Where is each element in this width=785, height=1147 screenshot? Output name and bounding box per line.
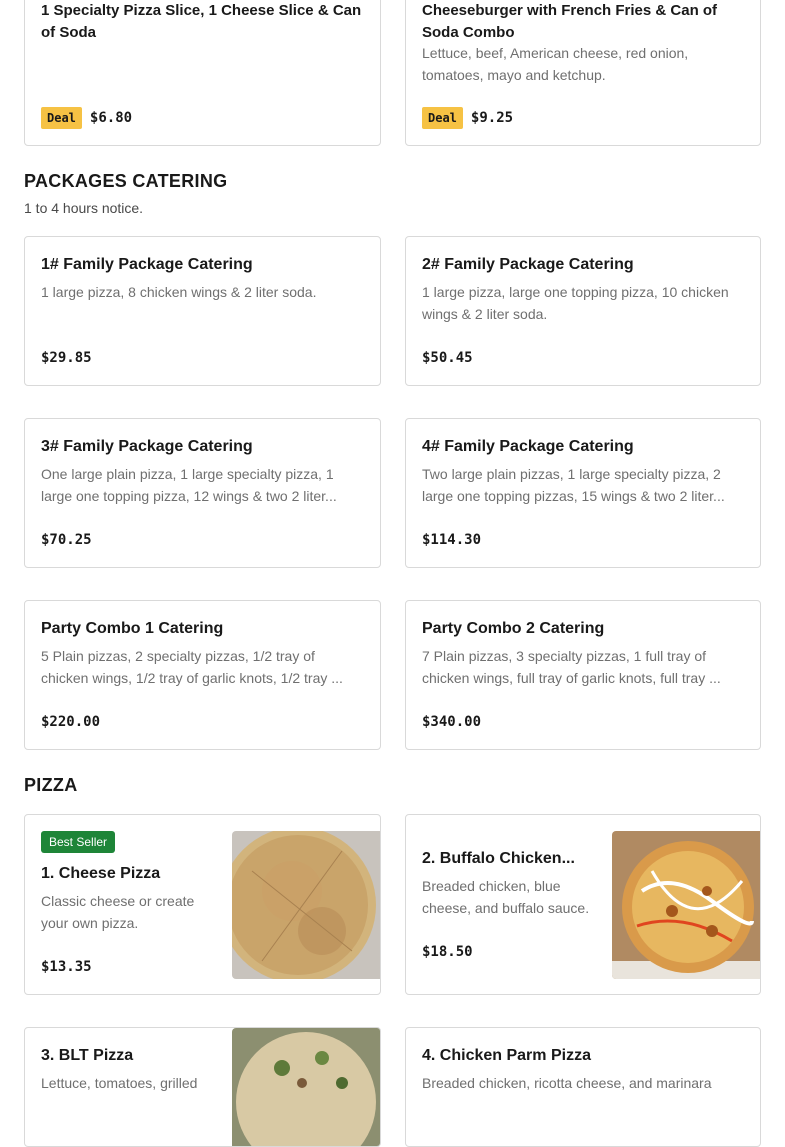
item-name: 1 Specialty Pizza Slice, 1 Cheese Slice & Can of Soda xyxy=(41,2,362,41)
item-name: 2# Family Package Catering xyxy=(422,256,634,273)
item-price: $50.45 xyxy=(422,350,473,366)
item-name: 4# Family Package Catering xyxy=(422,438,634,455)
menu-item-card[interactable] xyxy=(405,814,761,995)
section-subtitle: 1 to 4 hours notice. xyxy=(24,200,144,216)
item-price: $9.25 xyxy=(470,110,514,126)
deal-badge: Deal xyxy=(422,107,463,129)
item-name: 3# Family Package Catering xyxy=(41,438,253,455)
menu-item-card[interactable] xyxy=(405,236,761,386)
item-price: $13.35 xyxy=(41,959,92,975)
item-price: $340.00 xyxy=(422,714,482,730)
item-description: One large plain pizza, 1 large specialty pizza, 1 large one topping pizza, 12 wings & two 2 liter... xyxy=(41,466,337,504)
item-name: Party Combo 2 Catering xyxy=(422,620,605,637)
item-description: Breaded chicken, ricotta cheese, and marinara xyxy=(422,1075,712,1091)
item-description: Breaded chicken, blue cheese, and buffalo sauce. xyxy=(422,878,590,916)
item-price: $114.30 xyxy=(422,532,482,548)
item-name: 1# Family Package Catering xyxy=(41,256,253,273)
menu-item-card[interactable] xyxy=(24,418,381,568)
item-name: 4. Chicken Parm Pizza xyxy=(422,1047,591,1064)
item-price-row xyxy=(422,107,513,129)
combo-card-pizza-slices[interactable] xyxy=(24,0,381,146)
item-price: $29.85 xyxy=(41,350,92,366)
menu-item-card[interactable] xyxy=(24,236,381,386)
item-description: Two large plain pizzas, 1 large specialty pizza, 2 large one topping pizzas, 15 wings & two 2 liter... xyxy=(422,466,725,504)
menu-item-card[interactable] xyxy=(24,1027,381,1147)
menu-item-card[interactable] xyxy=(405,418,761,568)
item-price: $220.00 xyxy=(41,714,101,730)
item-description: 7 Plain pizzas, 3 specialty pizzas, 1 full tray of chicken wings, full tray of garlic knots, full tray ... xyxy=(422,648,721,686)
item-price: $70.25 xyxy=(41,532,92,548)
item-name: 2. Buffalo Chicken... xyxy=(422,850,575,867)
section-title-pizza: PIZZA xyxy=(24,775,78,795)
item-name: Party Combo 1 Catering xyxy=(41,620,224,637)
item-photo xyxy=(612,831,760,979)
item-name: 3. BLT Pizza xyxy=(41,1047,134,1064)
best-seller-badge: Best Seller xyxy=(41,831,115,853)
menu-item-card[interactable] xyxy=(24,814,381,995)
section-title-packages: PACKAGES CATERING xyxy=(24,171,228,191)
item-price: $6.80 xyxy=(89,110,133,126)
menu-item-card[interactable] xyxy=(405,600,761,750)
item-description: 1 large pizza, large one topping pizza, 10 chicken wings & 2 liter soda. xyxy=(422,284,729,322)
menu-item-card[interactable] xyxy=(24,600,381,750)
deal-badge: Deal xyxy=(41,107,82,129)
combo-card-cheeseburger[interactable] xyxy=(405,0,761,146)
item-photo xyxy=(232,1028,380,1147)
item-price: $18.50 xyxy=(422,944,473,960)
item-description: Lettuce, beef, American cheese, red onion, tomatoes, mayo and ketchup. xyxy=(422,45,689,83)
item-description: Lettuce, tomatoes, grilled xyxy=(41,1075,198,1091)
item-description: Classic cheese or create your own pizza. xyxy=(41,893,195,931)
item-photo xyxy=(232,831,380,979)
item-description: 5 Plain pizzas, 2 specialty pizzas, 1/2 tray of chicken wings, 1/2 tray of garlic knots, 1/2 tray ... xyxy=(41,648,343,686)
item-price-row xyxy=(41,107,132,129)
item-name: 1. Cheese Pizza xyxy=(41,865,161,882)
item-name: Cheeseburger with French Fries & Can of Soda Combo xyxy=(422,2,718,41)
menu-item-card[interactable] xyxy=(405,1027,761,1147)
item-description: 1 large pizza, 8 chicken wings & 2 liter soda. xyxy=(41,284,317,300)
